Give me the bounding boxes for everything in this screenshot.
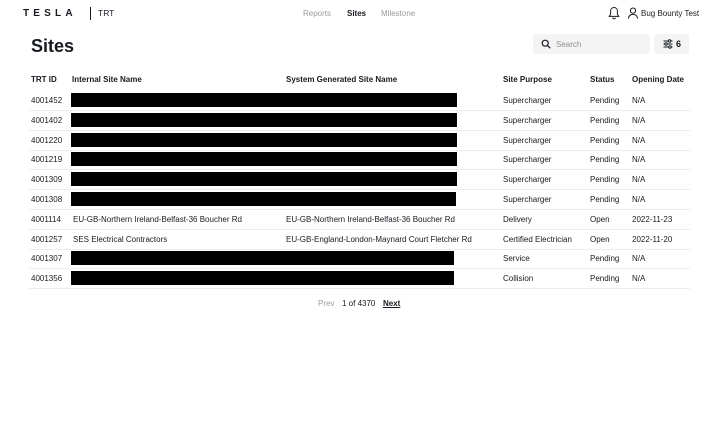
nav-milestone[interactable]: Milestone bbox=[381, 9, 416, 18]
redaction-bar bbox=[71, 271, 454, 285]
cell-trt-id: 4001220 bbox=[31, 135, 63, 145]
table-row[interactable] bbox=[29, 210, 690, 230]
cell-trt-id: 4001309 bbox=[31, 175, 63, 185]
table-row[interactable] bbox=[29, 170, 690, 190]
cell-status: Open bbox=[590, 234, 610, 244]
cell-system-site-name: EU-GB-England-London-Maynard Court Fletcher Rd bbox=[286, 234, 472, 244]
column-header-status[interactable]: Status bbox=[590, 75, 615, 84]
cell-status: Open bbox=[590, 214, 610, 224]
redaction-bar bbox=[71, 113, 457, 127]
table-row[interactable] bbox=[29, 269, 690, 289]
cell-site-purpose: Supercharger bbox=[503, 175, 552, 185]
cell-status: Pending bbox=[590, 135, 620, 145]
cell-trt-id: 4001307 bbox=[31, 254, 63, 264]
cell-trt-id: 4001308 bbox=[31, 195, 63, 204]
cell-site-purpose: Certified Electrician bbox=[503, 234, 572, 244]
table-row[interactable] bbox=[29, 131, 690, 151]
cell-opening-date: N/A bbox=[632, 96, 646, 105]
cell-site-purpose: Supercharger bbox=[503, 115, 552, 125]
column-header-system-site-name[interactable]: System Generated Site Name bbox=[286, 75, 398, 84]
cell-site-purpose: Service bbox=[503, 254, 530, 264]
sliders-icon bbox=[663, 39, 673, 49]
redaction-bar bbox=[71, 152, 457, 166]
user-icon[interactable] bbox=[627, 6, 639, 20]
cell-status: Pending bbox=[590, 115, 620, 125]
tesla-logo[interactable]: TESLA bbox=[23, 8, 77, 19]
table-row[interactable] bbox=[29, 91, 690, 111]
page-indicator: 1 of 4370 bbox=[342, 299, 376, 308]
cell-trt-id: 4001402 bbox=[31, 115, 63, 125]
search-icon bbox=[541, 39, 551, 49]
column-header-site-purpose[interactable]: Site Purpose bbox=[503, 75, 552, 84]
nav-sites[interactable]: Sites bbox=[347, 9, 367, 18]
cell-site-purpose: Delivery bbox=[503, 214, 532, 224]
cell-internal-site-name: EU-GB-Northern Ireland-Belfast-36 Boucher Rd bbox=[73, 214, 242, 224]
cell-opening-date: N/A bbox=[632, 135, 646, 145]
search-box[interactable] bbox=[533, 34, 650, 54]
redaction-bar bbox=[71, 251, 454, 265]
prev-page-link[interactable]: Prev bbox=[318, 299, 335, 308]
redaction-bar bbox=[71, 133, 457, 147]
filter-count: 6 bbox=[676, 39, 682, 49]
cell-system-site-name: EU-GB-Northern Ireland-Belfast-36 Boucher Rd bbox=[286, 214, 455, 224]
column-header-trt-id[interactable]: TRT ID bbox=[31, 75, 57, 84]
cell-site-purpose: Supercharger bbox=[503, 155, 552, 165]
top-navigation-bar bbox=[0, 0, 720, 28]
cell-status: Pending bbox=[590, 96, 620, 105]
cell-opening-date: N/A bbox=[632, 274, 646, 284]
cell-trt-id: 4001257 bbox=[31, 234, 63, 244]
redaction-bar bbox=[71, 192, 456, 206]
cell-trt-id: 4001219 bbox=[31, 155, 63, 165]
cell-status: Pending bbox=[590, 155, 620, 165]
column-header-opening-date[interactable]: Opening Date bbox=[632, 75, 685, 84]
cell-opening-date: N/A bbox=[632, 254, 646, 264]
table-row[interactable] bbox=[29, 249, 690, 269]
logo-divider bbox=[90, 7, 91, 20]
cell-opening-date: 2022-11-23 bbox=[632, 214, 673, 224]
cell-status: Pending bbox=[590, 274, 620, 284]
table-row[interactable] bbox=[29, 111, 690, 131]
cell-opening-date: N/A bbox=[632, 115, 646, 125]
cell-opening-date: 2022-11-20 bbox=[632, 234, 673, 244]
table-row[interactable] bbox=[29, 150, 690, 170]
cell-trt-id: 4001114 bbox=[31, 214, 61, 224]
search-input[interactable] bbox=[556, 37, 644, 51]
filter-button[interactable] bbox=[654, 34, 689, 54]
cell-site-purpose: Collision bbox=[503, 274, 534, 284]
next-page-link[interactable]: Next bbox=[383, 299, 401, 308]
redaction-bar bbox=[71, 93, 457, 107]
cell-trt-id: 4001452 bbox=[31, 96, 63, 105]
cell-internal-site-name: SES Electrical Contractors bbox=[73, 234, 168, 244]
bell-icon[interactable] bbox=[608, 6, 620, 20]
column-header-internal-site-name[interactable]: Internal Site Name bbox=[72, 75, 142, 84]
cell-site-purpose: Supercharger bbox=[503, 96, 552, 105]
page-title: Sites bbox=[31, 36, 75, 56]
user-name[interactable]: Bug Bounty Test bbox=[641, 9, 700, 18]
nav-reports[interactable]: Reports bbox=[303, 9, 332, 18]
cell-status: Pending bbox=[590, 254, 620, 264]
cell-status: Pending bbox=[590, 195, 620, 204]
app-name: TRT bbox=[98, 8, 115, 18]
cell-opening-date: N/A bbox=[632, 155, 646, 165]
cell-site-purpose: Supercharger bbox=[503, 195, 552, 204]
cell-trt-id: 4001356 bbox=[31, 274, 63, 284]
cell-site-purpose: Supercharger bbox=[503, 135, 552, 145]
redaction-bar bbox=[71, 172, 457, 186]
cell-opening-date: N/A bbox=[632, 195, 646, 204]
table-row[interactable] bbox=[29, 230, 690, 250]
table-row[interactable] bbox=[29, 190, 690, 210]
cell-status: Pending bbox=[590, 175, 620, 185]
cell-opening-date: N/A bbox=[632, 175, 646, 185]
